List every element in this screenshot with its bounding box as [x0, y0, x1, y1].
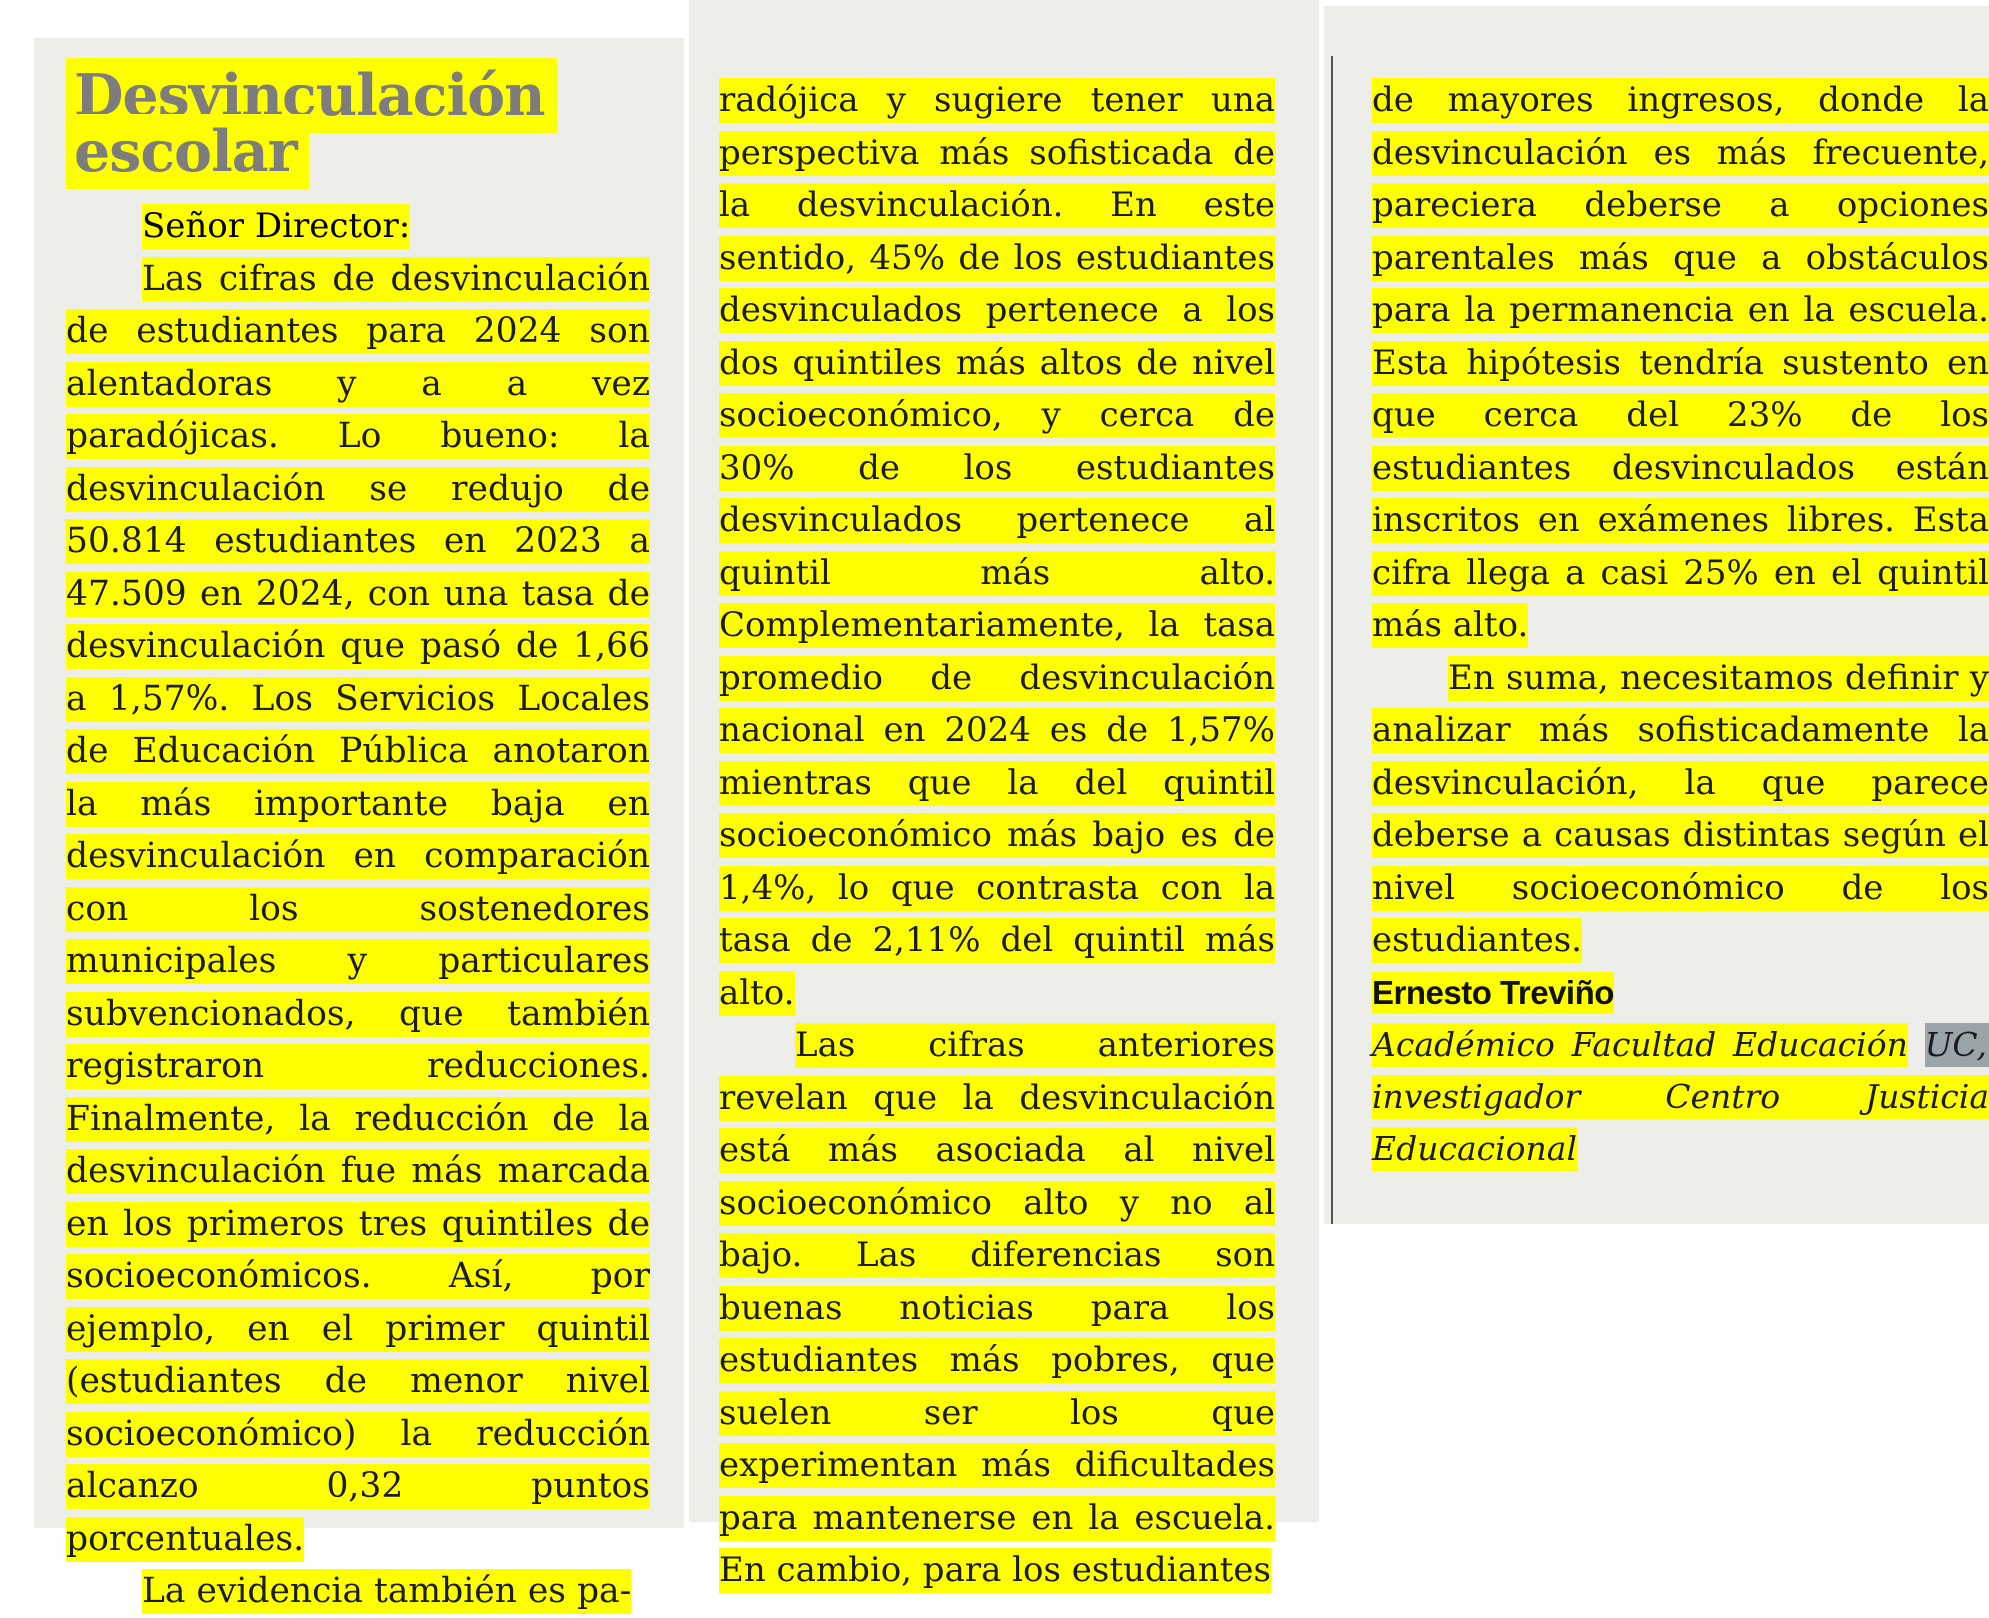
- column-1: [34, 38, 684, 1611]
- paragraph-3-continued: de mayores ingresos, donde la desvinculación es más frecuente, pareciera deberse a opciones parentales más que a obstáculos para la permanencia en la escuela. Esta hipótesis tendría sustento en que cerca del 23% de los estudiantes desvinculados están inscritos en exámenes libres. Esta cifra llega a casi 25% en el quintil más alto.: [1372, 74, 1989, 652]
- uc-mark: UC,: [1925, 1023, 1989, 1067]
- paragraph-4: En suma, necesitamos definir y analizar más sofisticadamente la desvinculación, la que parece deberse a causas distintas según el nivel socioeconómico de los estudiantes.: [1372, 652, 1989, 967]
- column-divider: [1331, 56, 1333, 1224]
- article-title: Desvinculación escolar: [66, 68, 666, 180]
- paragraph-3: Las cifras anteriores revelan que la desvinculación está más asociada al nivel socioeconómico alto y no al bajo. Las diferencias son buenas noticias para los estudiantes más pobres, que suelen ser los que experimentan más dificultades para mantenerse en la escuela. En cambio, para los estudiantes: [719, 1019, 1275, 1597]
- paragraph-2-start: La evidencia también es pa-: [66, 1565, 650, 1618]
- column-2: [689, 0, 1319, 1590]
- salutation: Señor Director:: [66, 200, 650, 253]
- paragraph-1: Las cifras de desvinculación de estudiantes para 2024 son alentadoras y a a vez paradójicas. Lo bueno: la desvinculación se redujo de 50.814 estudiantes en 2023 a 47.509 en 2024, con una tasa de desvinculación que pasó de 1,66 a 1,57%. Los Servicios Locales de Educación Pública anotaron la más importante baja en desvinculación en comparación con los sostenedores municipales y particulares subvencionados, que también registraron reducciones. Finalmente, la reducción de la desvinculación fue más marcada en los primeros tres quintiles de socioeconómicos. Así, por ejemplo, en el primer quintil (estudiantes de menor nivel socioeconómico) la reducción alcanzo 0,32 puntos porcentuales.: [66, 253, 650, 1566]
- author-affiliation: Académico Facultad Educación UC, investigador Centro Justicia Educacional: [1372, 1019, 1989, 1175]
- author-name: Ernesto Treviño: [1372, 967, 1989, 1019]
- column-3: [1324, 6, 1989, 1224]
- paragraph-2-continued: radójica y sugiere tener una perspectiva más sofisticada de la desvinculación. En este sentido, 45% de los estudiantes desvinculados pertenece a los dos quintiles más altos de nivel socioeconómico, y cerca de 30% de los estudiantes desvinculados pertenece al quintil más alto. Complementariamente, la tasa promedio de desvinculación nacional en 2024 es de 1,57% mientras que la del quintil socioeconómico más bajo es de 1,4%, lo que contrasta con la tasa de 2,11% del quintil más alto.: [719, 74, 1275, 1019]
